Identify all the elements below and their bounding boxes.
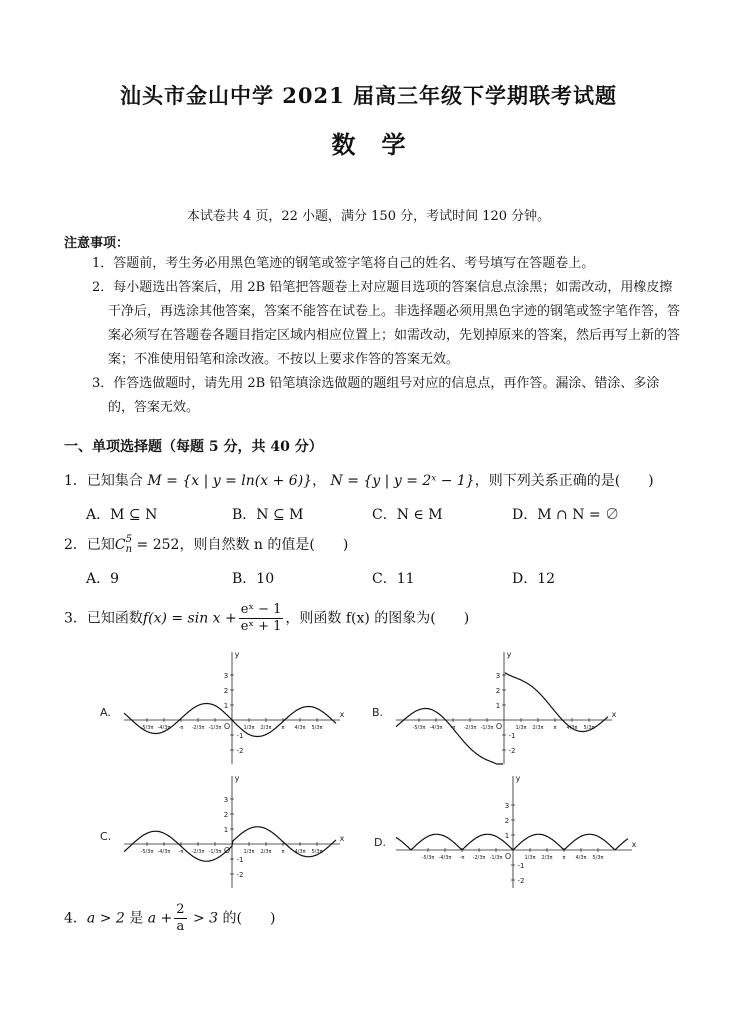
x-tick-label: π	[281, 725, 285, 731]
x-tick-label: -4/3π	[429, 725, 443, 731]
q2-option-c: C．11	[372, 571, 415, 587]
x-tick-label: 2/3π	[541, 855, 553, 861]
x-tick-label: 2/3π	[260, 849, 272, 855]
note-3	[92, 372, 682, 420]
section-heading: 一、单项选择题（每题 5 分，共 40 分）	[64, 439, 323, 455]
q4-tail: 的( )	[218, 910, 276, 927]
origin-label: O	[504, 852, 512, 861]
question-2	[64, 534, 348, 555]
note-1: 1．答题前，考生务必用黑色笔迹的钢笔或签字笔将自己的姓名、考号填写在答题卷上。	[92, 256, 595, 271]
exam-intro: 本试卷共 4 页，22 小题，满分 150 分，考试时间 120 分钟。	[186, 209, 551, 224]
x-tick-label: -1/3π	[489, 855, 503, 861]
x-tick-label: -π	[450, 725, 456, 731]
x-tick-label: -π	[178, 725, 184, 731]
q3-func: f(x) = sin x +	[142, 610, 237, 627]
y-tick-label: -2	[517, 877, 525, 885]
q2-expr: C	[114, 537, 126, 553]
q1-tail: ，则下列关系正确的是( )	[474, 473, 654, 489]
x-tick-label: 1/3π	[515, 725, 527, 731]
q3-frac-den: eˣ + 1	[240, 619, 282, 634]
question-1: 1．已知集合 M = {x | y = ln(x + 6)}， N = {y | y = 2ˣ − 1}，则下列关系正确的是( )	[64, 473, 654, 489]
q1-num: 1．已知集合	[64, 473, 143, 489]
x-tick-label: 4/3π	[294, 849, 306, 855]
notes-heading: 注意事项：	[64, 236, 130, 251]
x-axis-label: x	[611, 710, 617, 719]
y-tick-label: -2	[236, 747, 244, 755]
q4-expr-a: a +	[147, 910, 173, 927]
y-tick-label: 3	[495, 672, 501, 680]
x-tick-label: -2/3π	[463, 725, 477, 731]
exam-subject: 数学	[331, 130, 432, 159]
x-tick-label: 4/3π	[294, 725, 306, 731]
y-axis-label: y	[506, 650, 512, 659]
q2-tail: ，则自然数 n 的值是( )	[179, 537, 349, 553]
x-tick-label: 5/3π	[311, 725, 323, 731]
q1-option-c: C．N ∈ M	[372, 507, 443, 523]
x-tick-label: -1/3π	[208, 725, 222, 731]
x-tick-label: -π	[178, 849, 184, 855]
q1-option-a: A．M ⊆ N	[86, 507, 158, 523]
y-tick-label: 3	[223, 672, 229, 680]
q3-tail: ，则函数 f(x) 的图象为( )	[285, 610, 470, 627]
q2-sub: n	[125, 544, 133, 555]
q4-frac-num: 2	[176, 902, 185, 917]
q4-expr-tail: > 3	[188, 910, 219, 927]
note-3-text: 3．作答选做题时，请先用 2B 铅笔填涂选做题的题组号对应的信息点，再作答。漏涂、错涂、多涂的，答案无效。	[92, 376, 660, 415]
y-tick-label: 3	[223, 796, 229, 804]
q1-n-def: N = {y | y = 2ˣ − 1}	[330, 473, 475, 489]
graph-d	[368, 772, 638, 892]
x-tick-label: -5/3π	[412, 725, 426, 731]
y-axis-label: y	[234, 774, 240, 783]
y-tick-label: 1	[504, 832, 510, 840]
exam-title: 汕头市金山中学 2021 届高三年级下学期联考试题	[119, 83, 618, 108]
y-tick-label: 1	[495, 702, 501, 710]
y-tick-label: 1	[223, 826, 229, 834]
x-axis-label: x	[339, 834, 345, 843]
graph-c	[96, 772, 346, 892]
origin-label: O	[223, 846, 231, 855]
q1-option-b: B．N ⊆ M	[232, 507, 304, 523]
q3-fraction	[239, 602, 284, 635]
y-tick-label: 2	[495, 687, 501, 695]
origin-label: O	[495, 722, 503, 731]
x-tick-label: -1/3π	[208, 849, 222, 855]
x-tick-label: 4/3π	[566, 725, 578, 731]
note-2	[92, 276, 682, 372]
q4-fraction	[174, 902, 186, 935]
x-tick-label: -2/3π	[472, 855, 486, 861]
graph-label: B.	[372, 706, 384, 719]
question-4	[64, 902, 275, 935]
x-tick-label: π	[553, 725, 557, 731]
q4-frac-den: a	[176, 919, 185, 934]
q2-eq: = 252	[132, 537, 180, 553]
x-tick-label: -2/3π	[191, 725, 205, 731]
q2-sup: 5	[125, 534, 133, 545]
x-tick-label: -4/3π	[157, 725, 171, 731]
x-tick-label: 1/3π	[243, 849, 255, 855]
y-axis-label: y	[234, 650, 240, 659]
x-tick-label: -2/3π	[191, 849, 205, 855]
q4-a: a > 2	[86, 910, 125, 927]
graph-a	[96, 648, 346, 768]
y-tick-label: -2	[508, 747, 516, 755]
q3-stem: 3．已知函数	[64, 610, 143, 627]
q3-frac-num: eˣ − 1	[240, 602, 282, 617]
x-axis-label: x	[631, 840, 637, 849]
q1-m-def: M = {x | y = ln(x + 6)}	[147, 473, 313, 489]
x-tick-label: -4/3π	[438, 855, 452, 861]
x-tick-label: -5/3π	[421, 855, 435, 861]
q1-option-d: D．M ∩ N = ∅	[512, 507, 620, 523]
x-tick-label: 5/3π	[311, 849, 323, 855]
x-tick-label: 4/3π	[575, 855, 587, 861]
x-tick-label: -5/3π	[140, 849, 154, 855]
x-tick-label: π	[281, 849, 285, 855]
y-tick-label: -1	[508, 732, 516, 740]
x-tick-label: -5/3π	[140, 725, 154, 731]
y-tick-label: -1	[236, 856, 244, 864]
x-tick-label: 1/3π	[243, 725, 255, 731]
q2-option-b: B．10	[232, 571, 275, 587]
x-tick-label: π	[562, 855, 566, 861]
x-tick-label: 1/3π	[524, 855, 536, 861]
y-tick-label: -1	[236, 732, 244, 740]
function-curve	[396, 834, 628, 850]
graph-label: D.	[374, 836, 386, 849]
y-tick-label: 3	[504, 802, 510, 810]
y-tick-label: 2	[504, 817, 510, 825]
y-tick-label: 2	[223, 687, 229, 695]
q2-option-d: D．12	[512, 571, 556, 587]
y-tick-label: 1	[223, 702, 229, 710]
note-2-text: 2．每小题选出答案后，用 2B 铅笔把答题卷上对应题目选项的答案信息点涂黑；如需改动，用橡皮擦干净后，再选涂其他答案，答案不能答在试卷上。非选择题必须用黑色字迹的钢笔或签字笔作答，答案必须写在答题卷各题目指定区域内相应位置上；如需改动，先划掉原来的答案，然后再写上新的答案；不准使用铅笔和涂改液。不按以上要求作答的答案无效。	[92, 280, 681, 367]
x-tick-label: -π	[459, 855, 465, 861]
x-tick-label: -1/3π	[480, 725, 494, 731]
q4-stem: 4．	[64, 910, 87, 927]
question-3	[64, 602, 469, 635]
x-tick-label: 2/3π	[260, 725, 272, 731]
origin-label: O	[223, 722, 231, 731]
x-tick-label: -4/3π	[157, 849, 171, 855]
y-axis-label: y	[515, 774, 521, 783]
y-tick-label: 2	[223, 811, 229, 819]
graph-label: C.	[100, 830, 112, 843]
q2-stem: 2．已知	[64, 537, 115, 553]
q4-mid: 是	[124, 910, 148, 927]
x-tick-label: 5/3π	[592, 855, 604, 861]
y-tick-label: -2	[236, 871, 244, 879]
x-tick-label: 2/3π	[532, 725, 544, 731]
x-tick-label: 5/3π	[583, 725, 595, 731]
y-tick-label: -1	[517, 862, 525, 870]
graph-b	[368, 648, 618, 768]
q2-option-a: A．9	[86, 571, 120, 587]
x-axis-label: x	[339, 710, 345, 719]
graph-label: A.	[100, 706, 111, 719]
